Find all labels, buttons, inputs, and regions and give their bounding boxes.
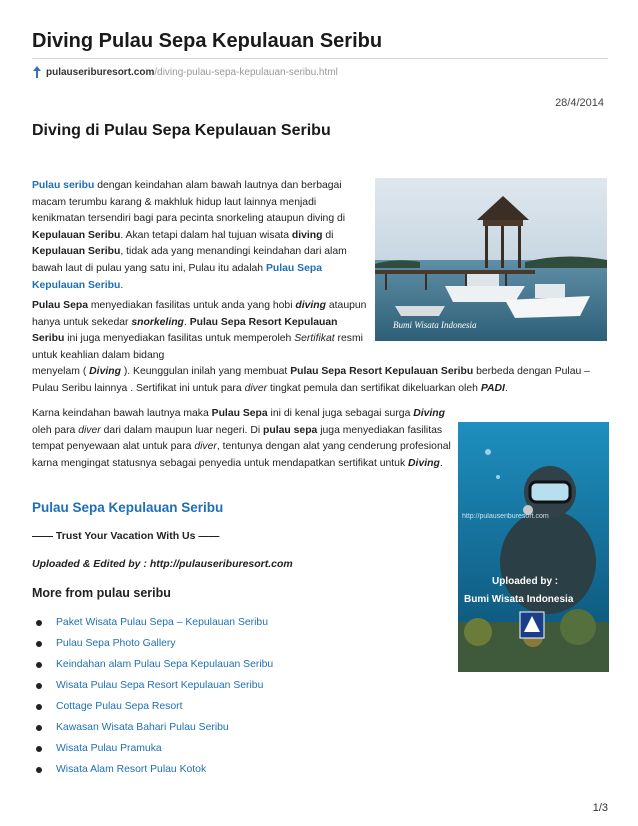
title-divider bbox=[32, 58, 608, 59]
list-item bbox=[32, 654, 273, 675]
photo1-watermark: Bumi Wisata Indonesia bbox=[393, 320, 477, 330]
photo2-watermark-url: http://pulauseriburesort.com bbox=[462, 513, 549, 520]
more-link[interactable]: Pulau Sepa Photo Gallery bbox=[56, 638, 176, 649]
bullet-icon bbox=[36, 704, 42, 710]
bullet-icon bbox=[36, 641, 42, 647]
link-pulau-sepa-kepulauan-seribu[interactable]: Pulau Sepa Kepulauan Seribu bbox=[32, 262, 322, 291]
source-path: /diving-pulau-sepa-kepulauan-seribu.html bbox=[154, 66, 338, 78]
more-link[interactable]: Cottage Pulau Sepa Resort bbox=[56, 701, 183, 712]
list-item bbox=[32, 738, 273, 759]
list-item bbox=[32, 717, 273, 738]
list-item bbox=[32, 675, 273, 696]
list-item bbox=[32, 633, 273, 654]
trust-tagline: —— Trust Your Vacation With Us —— bbox=[32, 530, 220, 542]
bullet-icon bbox=[36, 767, 42, 773]
more-links-list bbox=[32, 612, 273, 780]
more-link[interactable]: Wisata Alam Resort Pulau Kotok bbox=[56, 764, 207, 775]
brand-logo-icon bbox=[520, 612, 544, 638]
bullet-icon bbox=[36, 746, 42, 752]
photo2-caption-brand: Bumi Wisata Indonesia bbox=[464, 594, 574, 605]
source-site: pulauseriburesort.com bbox=[46, 66, 155, 78]
paragraph-1: Pulau seribu dengan keindahan alam bawah lautnya dan berbagai macam terumbu karang & makhluk hidup laut lainnya menjadi kenikmatan tersendiri bagi para pecinta snorkeling ataupun diving di Kepulauan Seribu. Akan tetapi dalam hal tujuan wisata diving di Kepulauan Seribu, tidak ada yang menandingi keindahan dari alam bawah laut di pulau yang satu ini, Pulau itu adalah Pulau Sepa Kepulauan Seribu. bbox=[32, 180, 347, 291]
paragraph-3: Karna keindahan bawah lautnya maka Pulau Sepa ini di kenal juga sebagai surga Diving oleh para diver dari dalam maupun luar negeri. Di pulau sepa juga menyediakan fasilitas tempat penyewaan alat untuk para diver, tentunya dengan alat yang cenderung profesional karna mengingat statusnya sebagai penyedia untuk mendapatkan sertifikat untuk Diving. bbox=[32, 408, 451, 469]
more-heading: More from pulau seribu bbox=[32, 586, 171, 600]
bullet-icon bbox=[36, 683, 42, 689]
bullet-icon bbox=[36, 662, 42, 668]
more-link[interactable]: Keindahan alam Pulau Sepa Kepulauan Seribu bbox=[56, 659, 274, 670]
diver-photo bbox=[458, 422, 609, 672]
paragraph-2: Pulau Sepa menyediakan fasilitas untuk anda yang hobi diving ataupun hanya untuk sekedar snorkeling. Pulau Sepa Resort Kepulauan Seribu ini juga menyediakan fasilitas untuk memperoleh Sertifikat resmi untuk keahlian dalam bidang menyelam ( Diving ). Keunggulan inilah yang membuat Pulau Sepa Resort Kepulauan Seribu berbeda dengan Pulau – Pulau Seribu lainnya . Sertifikat ini untuk para diver tingkat pemula dan sertifikat dikeluarkan oleh PADI. bbox=[32, 300, 590, 394]
list-item bbox=[32, 696, 273, 717]
more-link[interactable]: Wisata Pulau Sepa Resort Kepulauan Seribu bbox=[56, 680, 264, 691]
more-link[interactable]: Wisata Pulau Pramuka bbox=[56, 743, 162, 754]
list-item bbox=[32, 612, 273, 633]
page-number: 1/3 bbox=[592, 802, 608, 814]
list-item bbox=[32, 759, 273, 780]
bullet-icon bbox=[36, 725, 42, 731]
site-favicon-icon bbox=[32, 66, 42, 78]
article-heading: Diving di Pulau Sepa Kepulauan Seribu bbox=[32, 122, 331, 139]
source-line bbox=[32, 66, 338, 78]
publish-date: 28/4/2014 bbox=[555, 97, 604, 109]
more-link[interactable]: Paket Wisata Pulau Sepa – Kepulauan Seribu bbox=[56, 617, 268, 628]
uploaded-credit: Uploaded & Edited by : http://pulauseriburesort.com bbox=[32, 558, 293, 570]
more-link[interactable]: Kawasan Wisata Bahari Pulau Seribu bbox=[56, 722, 229, 733]
photo2-caption-uploaded: Uploaded by : bbox=[492, 576, 559, 587]
bullet-icon bbox=[36, 620, 42, 626]
link-pulau-seribu[interactable]: Pulau seribu bbox=[32, 180, 95, 191]
page-title: Diving Pulau Sepa Kepulauan Seribu bbox=[32, 30, 383, 52]
source-link[interactable] bbox=[46, 67, 338, 78]
section-heading: Pulau Sepa Kepulauan Seribu bbox=[32, 500, 224, 515]
